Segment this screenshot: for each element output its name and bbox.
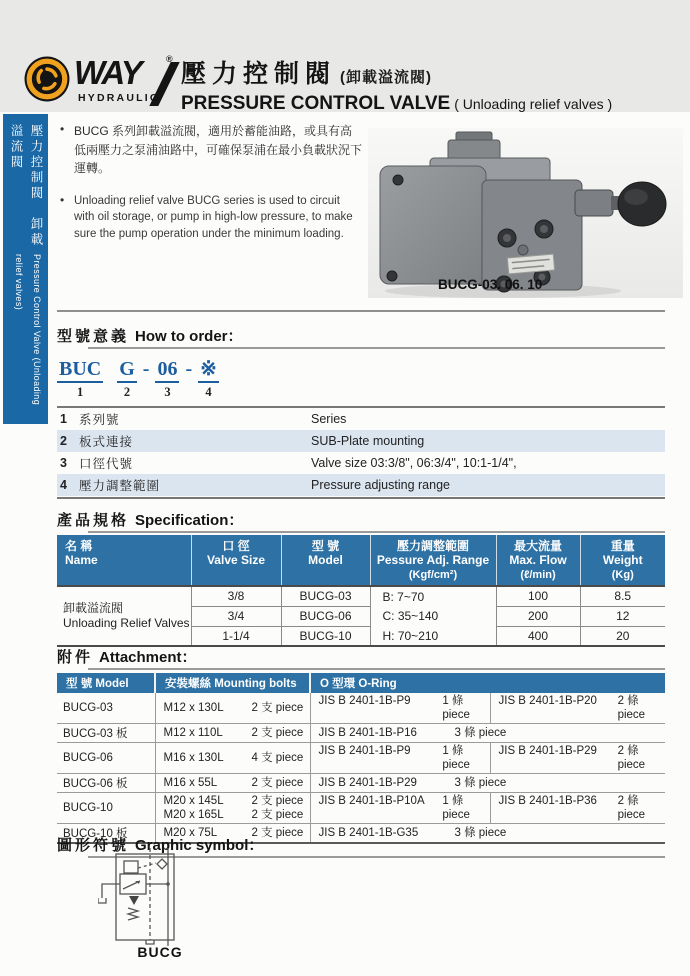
model-cell: BUCG-03 板 bbox=[57, 724, 155, 743]
title-en: PRESSURE CONTROL VALVE bbox=[181, 93, 451, 114]
code-text: 06 bbox=[155, 358, 179, 383]
code-num: 2 bbox=[123, 385, 131, 399]
row-zh: 系列號 bbox=[79, 413, 120, 427]
code-text: G bbox=[117, 358, 137, 383]
row-num: 4 bbox=[60, 478, 67, 492]
model-cell: BUCG-06 bbox=[57, 743, 155, 774]
bolts-cell: M12 x 110L 2 支 piece bbox=[155, 724, 310, 743]
product-name-cell: 卸載溢流閥 Unloading Relief Valves bbox=[57, 586, 191, 646]
row-zh: 板式連接 bbox=[79, 435, 134, 449]
brand-swirl-icon bbox=[24, 56, 70, 102]
table-row bbox=[57, 693, 665, 724]
heading-en: Graphic symbol： bbox=[135, 837, 264, 854]
oring-cell: JIS B 2401-1B-P16 3 條 piece bbox=[310, 724, 665, 743]
table-row bbox=[57, 724, 665, 743]
oring-cell: JIS B 2401-1B-P29 2 條 piece bbox=[490, 743, 665, 774]
col-header-bolts: 安裝螺絲 Mounting bolts bbox=[155, 673, 310, 693]
col-header-oring: O 型環 O-Ring bbox=[310, 673, 665, 693]
table-row bbox=[57, 430, 665, 452]
intro-text bbox=[60, 122, 362, 258]
section-divider bbox=[57, 310, 665, 312]
code-part bbox=[155, 358, 179, 400]
heading-zh: 型號意義 bbox=[57, 328, 130, 345]
col-header-model: 型 號 Model bbox=[57, 673, 155, 693]
code-part bbox=[57, 358, 103, 400]
table-row bbox=[57, 474, 665, 496]
hydraulic-symbol bbox=[98, 848, 228, 953]
title-zh-sub: (卸載溢流閥) bbox=[340, 69, 433, 86]
product-caption: BUCG-03. 06. 10 bbox=[438, 277, 543, 292]
intro-zh: BUCG 系列卸載溢流閥，適用於蓄能油路，或具有高低兩壓力之泵浦油路中，可確保泵浦在最小負載狀況下運轉。 bbox=[74, 124, 363, 176]
brand-hydraulic-text: HYDRAULIC bbox=[78, 92, 160, 104]
intro-en: Unloading relief valve BUCG series is used to circuit with oil storage, or pump in high-low pressure, to make sure the pump operation under the minimum loading. bbox=[74, 194, 353, 241]
brand-way-text: WAY bbox=[74, 54, 141, 91]
bolts-cell: M20 x 75L 2 支 piece bbox=[155, 824, 310, 844]
heading-underline bbox=[88, 668, 665, 670]
row-en: Pressure adjusting range bbox=[311, 478, 450, 492]
specification-table bbox=[57, 535, 665, 647]
table-bottom-border bbox=[57, 497, 665, 499]
model-cell: BUCG-10 bbox=[281, 626, 370, 646]
table-row bbox=[57, 793, 665, 824]
heading-underline bbox=[88, 347, 665, 349]
attachment-table bbox=[57, 673, 665, 844]
symbol-label: BUCG bbox=[137, 944, 183, 960]
oring-cell: JIS B 2401-1B-G35 3 條 piece bbox=[310, 824, 665, 844]
table-row bbox=[57, 743, 665, 774]
flow-cell: 400 bbox=[496, 626, 580, 646]
heading-zh: 圖形符號 bbox=[57, 837, 130, 854]
pressure-cell: H: 70~210 bbox=[370, 626, 496, 646]
bullet-icon: • bbox=[60, 192, 65, 207]
model-cell: BUCG-03 bbox=[281, 586, 370, 606]
side-tab-zh: 壓力控制閥 卸載溢流閥 bbox=[9, 124, 43, 248]
row-zh: 口徑代號 bbox=[79, 457, 134, 471]
weight-cell: 20 bbox=[616, 628, 630, 643]
heading-underline bbox=[88, 531, 665, 533]
code-part bbox=[198, 358, 219, 400]
row-zh: 壓力調整範圍 bbox=[79, 479, 161, 493]
code-part bbox=[117, 358, 137, 400]
header-band bbox=[0, 0, 690, 112]
flow-cell: 200 bbox=[496, 606, 580, 626]
row-en: Valve size 03:3/8", 06:3/4", 10:1-1/4", bbox=[311, 456, 517, 470]
heading-en: Attachment： bbox=[99, 649, 197, 666]
col-header-pressure: 壓力調整範圍 Pessure Adj. Range (Kgf/cm²) bbox=[370, 535, 496, 586]
how-to-order-table bbox=[57, 406, 665, 496]
oring-cell: JIS B 2401-1B-P29 3 條 piece bbox=[310, 774, 665, 793]
brand-logo bbox=[24, 54, 174, 108]
table-row bbox=[57, 586, 665, 606]
bolts-cell: M16 x 55L 2 支 piece bbox=[155, 774, 310, 793]
table-row bbox=[57, 408, 665, 430]
row-num: 3 bbox=[60, 456, 67, 470]
col-header-flow: 最大流量 Max. Flow (ℓ/min) bbox=[496, 535, 580, 586]
code-num: 4 bbox=[205, 385, 212, 399]
section-heading-attachment bbox=[57, 646, 197, 667]
flow-cell: 100 bbox=[496, 586, 580, 606]
col-header-weight: 重量 Weight (Kg) bbox=[580, 535, 665, 586]
table-row bbox=[57, 774, 665, 793]
oring-cell: JIS B 2401-1B-P20 2 條 piece bbox=[490, 693, 665, 724]
weight-cell: 8.5 bbox=[580, 586, 665, 606]
model-cell: BUCG-06 板 bbox=[57, 774, 155, 793]
row-en: SUB-Plate mounting bbox=[311, 434, 425, 448]
col-header-valve-size: 口 徑 Valve Size bbox=[191, 535, 281, 586]
model-cell: BUCG-10 bbox=[57, 793, 155, 824]
code-dash: - bbox=[185, 358, 193, 380]
heading-en: How to order： bbox=[135, 328, 243, 345]
title-en-sub: ( Unloading relief valves ) bbox=[454, 96, 613, 112]
oring-cell: JIS B 2401-1B-P9 1 條 piece bbox=[310, 693, 490, 724]
bolts-cell: M12 x 130L 2 支 piece bbox=[155, 693, 310, 724]
bullet-icon: • bbox=[60, 122, 65, 136]
valve-size-cell: 3/4 bbox=[191, 606, 281, 626]
code-text: ※ bbox=[198, 358, 219, 383]
table-row bbox=[57, 452, 665, 474]
heading-zh: 附件 bbox=[57, 649, 94, 666]
oring-cell: JIS B 2401-1B-P36 2 條 piece bbox=[490, 793, 665, 824]
registered-mark: ® bbox=[166, 54, 173, 64]
side-tab-en: Pressure Control Valve (Unloading relief valves) bbox=[14, 253, 42, 406]
code-dash: - bbox=[142, 358, 150, 380]
bolts-cell: M20 x 145L 2 支 piece M20 x 165L 2 支 piece bbox=[155, 793, 310, 824]
weight-cell: 12 bbox=[580, 606, 665, 626]
row-num: 2 bbox=[60, 434, 67, 448]
col-header-name: 名 稱 Name bbox=[57, 535, 191, 586]
heading-en: Specification： bbox=[135, 512, 244, 529]
page-title bbox=[181, 54, 612, 115]
pressure-cell: B: 7~70 bbox=[370, 586, 496, 606]
heading-zh: 產品規格 bbox=[57, 512, 130, 529]
valve-size-cell: 1-1/4 bbox=[191, 626, 281, 646]
model-code bbox=[57, 358, 219, 400]
pressure-cell: C: 35~140 bbox=[370, 606, 496, 626]
oring-cell: JIS B 2401-1B-P9 1 條 piece bbox=[310, 743, 490, 774]
code-num: 1 bbox=[76, 385, 84, 399]
valve-size-cell: 3/8 bbox=[191, 586, 281, 606]
model-cell: BUCG-03 bbox=[57, 693, 155, 724]
col-header-model: 型 號 Model bbox=[281, 535, 370, 586]
row-en: Series bbox=[311, 412, 347, 426]
product-photo bbox=[368, 128, 683, 298]
section-heading-specification bbox=[57, 509, 243, 530]
bolts-cell: M16 x 130L 4 支 piece bbox=[155, 743, 310, 774]
code-text: BUC bbox=[57, 358, 103, 383]
model-cell: BUCG-06 bbox=[281, 606, 370, 626]
section-heading-how-to-order bbox=[57, 325, 243, 346]
side-tab bbox=[3, 114, 48, 424]
oring-cell: JIS B 2401-1B-P10A 1 條 piece bbox=[310, 793, 490, 824]
title-zh: 壓力控制閥 bbox=[181, 60, 337, 88]
model-cell: BUCG-10 板 bbox=[57, 824, 155, 844]
code-num: 3 bbox=[164, 385, 171, 399]
row-num: 1 bbox=[60, 412, 67, 426]
